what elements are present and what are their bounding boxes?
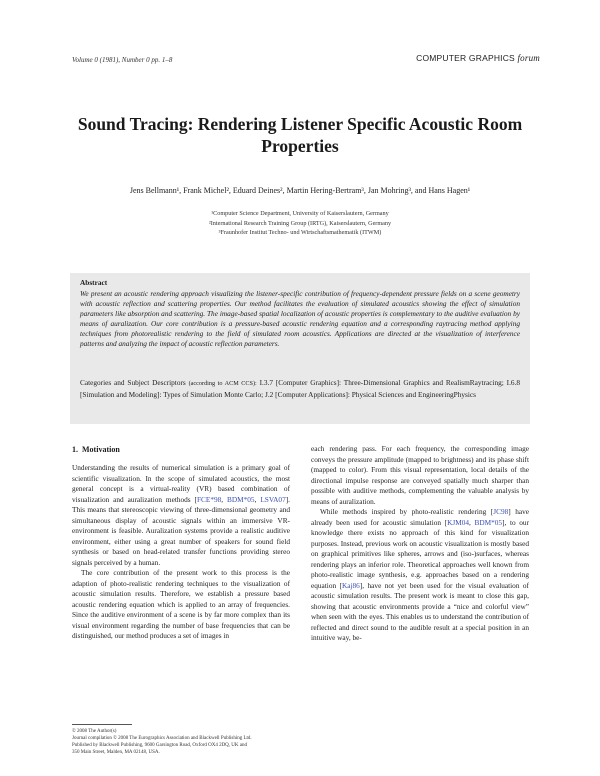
copyright-footer (72, 728, 292, 756)
citation-link[interactable]: BDM*05 (227, 494, 255, 504)
section-number: 1. (72, 445, 78, 454)
journal-name (416, 53, 540, 63)
paragraph: Understanding the results of numerical simulation is a primary goal of scientific visualization. In the scope of simulated acoustics, the most general concept is a virtual-reality (VR) based combination of visualization and auralization methods [FCE*98, BDM*05, LSVA07]. This means that stereoscopic viewing of three-dimensional geometry and simultaneous display of acoustic signals within an immersive VR-environment is feasible. Auralization systems provide a realistic auditive environment, either using a great number of speakers for sound field synthesis or based on head-related transfer functions providing stereo signals perceived by a human. (72, 463, 290, 567)
section-heading (72, 445, 120, 454)
body-column-left (72, 463, 290, 642)
abstract-text: We present an acoustic rendering approach visualizing the listener-specific contribution of frequency-dependent pressure fields on a scene geometry with acoustic reflection and scattering properties. Our method facilitates the evaluation of simulated acoustics showing the effect of simulation parameters like absorption and scattering. The image-based spatial localization of acoustic properties is complementary to the auditive evaluation by means of auralization. Our core contribution is a pressure-based acoustic rendering equation and a corresponding raytracing method applying techniques from photorealistic rendering to the field of simulated room acoustics. Applications are directed at the visualization of interference patterns and analyzing the impact of acoustic reflection parameters. (80, 289, 520, 349)
body-column-right (311, 444, 529, 644)
affiliation-3: ³Fraunhofer Institut Techno- und Wirtschaftsmathematik (ITWM) (218, 229, 382, 236)
affiliation-1: ¹Computer Science Department, University of Kaiserslautern, Germany (211, 210, 389, 217)
paragraph: While methods inspired by photo-realistic rendering [JC98] have already been used for acoustic simulation [KJM04, BDM*05], to our knowledge there exists no approach of this kind for visualization purposes. Instead, previous work on acoustic visualization is mostly based on graphical primitives like spheres, arrows and (iso-)surfaces, whereas rendering plays an inferior role. Theoretical approaches well known from photo-realistic image synthesis, e.g. approaches based on a rendering equation [Kaj86], have not yet been used for the visual evaluation of acoustic simulation results. The present work is meant to close this gap, showing that acoustic environments provide a “nice and colorful view” when seen with the eyes. This enables us to understand the contribution of reflected and direct sound to the audible result at a special position in an intuitive way, be- (311, 507, 530, 642)
ccs-categories (80, 378, 520, 400)
citation-link[interactable]: Kaj86 (342, 580, 360, 590)
section-title: Motivation (82, 445, 120, 454)
ccs-lead-note: (according to ACM CCS): (188, 380, 257, 387)
journal-name-italic: forum (517, 53, 540, 63)
journal-volume-line: Volume 0 (1981), Number 0 pp. 1–8 (72, 56, 173, 64)
citation-link[interactable]: LSVA07 (260, 494, 286, 504)
footer-line: Journal compilation © 2008 The Eurographics Association and Blackwell Publishing Ltd. (72, 736, 252, 741)
footnote-rule (72, 724, 132, 725)
footer-line: © 2008 The Author(s) (72, 729, 117, 734)
paragraph: each rendering pass. For each frequency, the corresponding image conveys the pressure amplitude (mapped to brightness) and its phase shift (mapped to color). From this visual representation, local details of the directional impulse response are conveyed spatially much sharper than possible with auditive methods, complementing the valuable analysis by means of auralization. (311, 444, 529, 506)
footer-line: Published by Blackwell Publishing, 9600 Garsington Road, Oxford OX4 2DQ, UK and (72, 743, 247, 748)
footer-line: 350 Main Street, Malden, MA 02148, USA. (72, 750, 160, 755)
ccs-lead: Categories and Subject Descriptors (80, 378, 186, 387)
citation-link[interactable]: FCE*98 (196, 494, 222, 504)
author-list: Jens Bellmann¹, Frank Michel², Eduard Deines², Martin Hering-Bertram³, Jan Mohring³, and Hans Hagen¹ (129, 186, 471, 195)
affiliations (60, 209, 540, 238)
ccs-text: I.3.7 [Computer Graphics]: Three-Dimensional Graphics and RealismRaytracing; I.6.8 [Simulation and Modeling]: Types of Simulation Monte Carlo; J.2 [Computer Applications]: Physical Sciences and EngineeringPhysics (80, 378, 521, 399)
abstract-heading: Abstract (80, 278, 108, 287)
journal-name-main: COMPUTER GRAPHICS (416, 53, 515, 63)
citation-link[interactable]: BDM*05 (474, 517, 503, 527)
paper-title: Sound Tracing: Rendering Listener Specific Acoustic Room Properties (77, 114, 523, 156)
citation-link[interactable]: JC98 (493, 507, 509, 516)
paragraph: The core contribution of the present work to this process is the adaption of photo-realistic rendering techniques to the visualization of acoustic simulation results. Therefore, we establish a pressure based acoustic rendering equation which is applied to an array of frequencies. Since the auditive environment of a scene is by far more complex than its visual environment regarding the number of base frequencies that can be distinguished, our method produces a set of images in (72, 568, 290, 640)
citation-link[interactable]: KJM04 (447, 517, 470, 527)
affiliation-2: ²International Research Training Group (IRTG), Kaiserslautern, Germany (208, 219, 392, 227)
